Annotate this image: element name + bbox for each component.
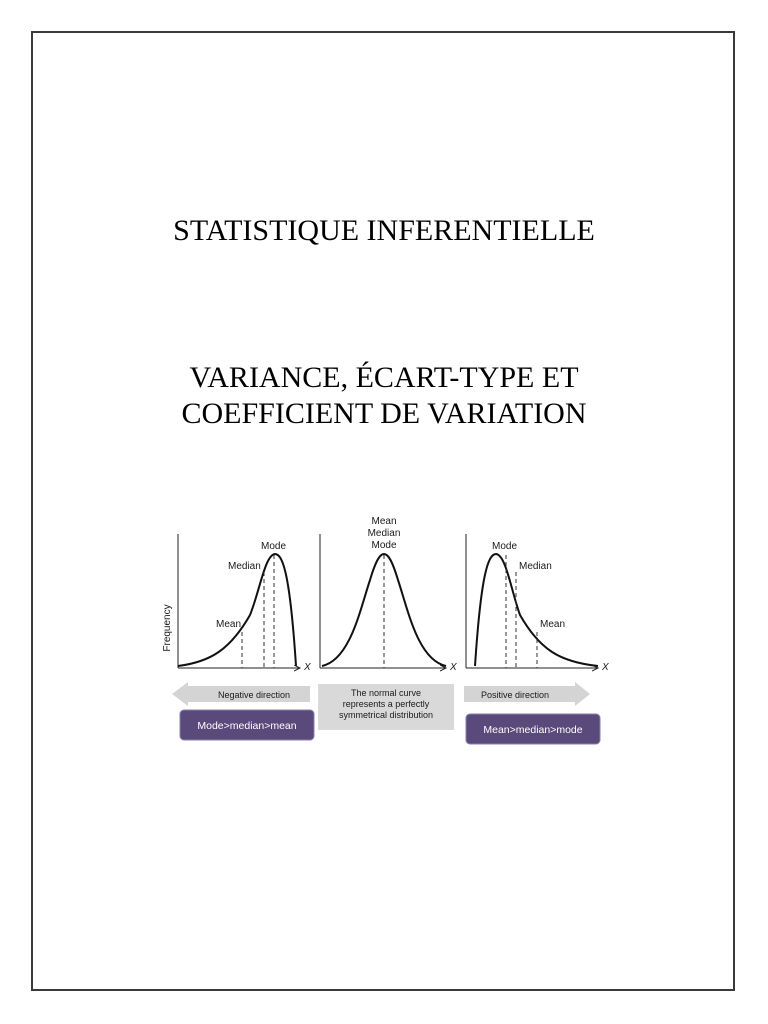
normal-caption-line-3: symmetrical distribution (338, 710, 434, 720)
panel-1-mode-label: Mode (261, 541, 287, 552)
relation-box-positive (466, 714, 600, 744)
panel-3-mean-label: Mean (540, 619, 566, 630)
skewness-figure (150, 500, 620, 760)
skewness-diagram (150, 500, 620, 760)
panel-1-median-label: Median (228, 561, 261, 572)
relation-box-negative (180, 710, 314, 740)
positive-direction-label: Positive direction (480, 690, 550, 700)
panel-negative-skew (178, 534, 311, 673)
normal-caption-line-2: represents a perfectly (342, 699, 430, 709)
document-subtitle-line-1: VARIANCE, ÉCART-TYPE ET (189, 361, 579, 394)
negative-direction-arrow (172, 682, 310, 706)
panel-3-median-label: Median (519, 561, 552, 572)
positive-direction-arrow (464, 682, 590, 706)
y-axis-label: Frequency (162, 604, 173, 652)
panel-normal (320, 516, 457, 673)
panel-2-mode-label: Mode (371, 540, 397, 551)
panel-1-mean-label: Mean (216, 619, 242, 630)
relation-box-positive-text: Mean>median>mode (483, 724, 583, 736)
relation-box-negative-text: Mode>median>mean (197, 720, 297, 732)
panel-positive-skew (466, 534, 609, 673)
document-subtitle-line-2: COEFFICIENT DE VARIATION (181, 397, 587, 430)
negative-direction-label: Negative direction (217, 690, 291, 700)
panel-1-x-label: X (304, 662, 311, 673)
document-title: STATISTIQUE INFERENTIELLE (173, 214, 595, 247)
panel-3-x-label: X (602, 662, 609, 673)
normal-caption-line-1: The normal curve (350, 688, 422, 698)
panel-3-mode-label: Mode (492, 541, 518, 552)
panel-2-median-label: Median (367, 528, 401, 539)
panel-2-x-label: X (450, 662, 457, 673)
normal-caption-box (318, 684, 454, 730)
panel-2-mean-label: Mean (371, 516, 397, 527)
